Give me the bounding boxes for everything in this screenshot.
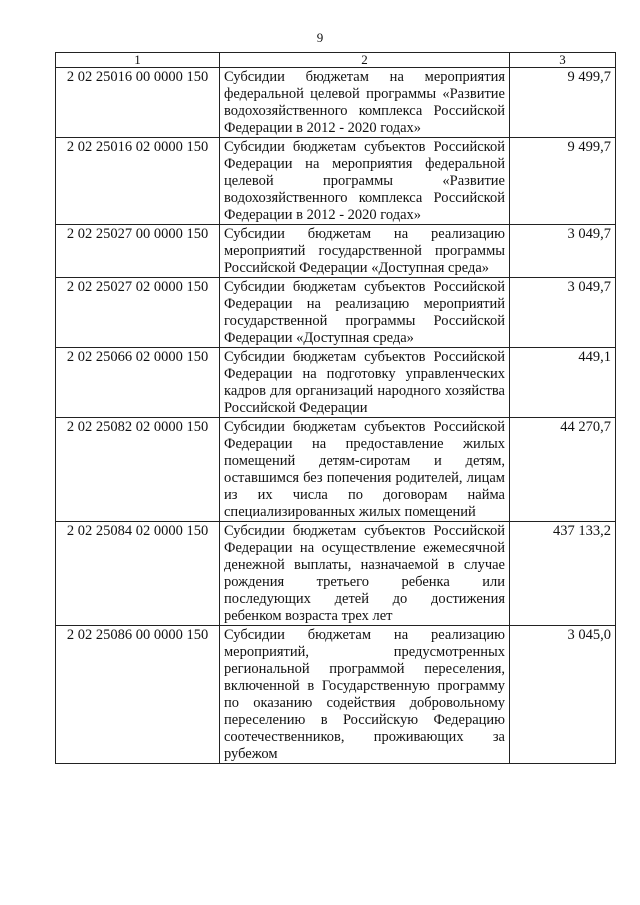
subsidy-description: Субсидии бюджетам субъектов Российской Федерации на осуществление ежемесячной денежной выплаты, назначаемой в случае рождения третьего ребенка или последующих детей до достижения ребенком возраста трех лет — [220, 522, 510, 626]
table-row — [56, 626, 616, 764]
table-row — [56, 225, 616, 278]
table-row — [56, 348, 616, 418]
table-row — [56, 522, 616, 626]
subsidy-amount: 437 133,2 — [510, 522, 616, 626]
budget-code: 2 02 25084 02 0000 150 — [56, 522, 220, 626]
subsidy-amount: 3 049,7 — [510, 225, 616, 278]
column-header-description: 2 — [220, 53, 510, 68]
column-header-amount: 3 — [510, 53, 616, 68]
subsidy-description: Субсидии бюджетам субъектов Российской Федерации на мероприятия федеральной целевой программы «Развитие водохозяйственного комплекса Российской Федерации в 2012 - 2020 годах» — [220, 138, 510, 225]
subsidy-description: Субсидии бюджетам на реализацию мероприятий государственной программы Российской Федерации «Доступная среда» — [220, 225, 510, 278]
subsidy-description: Субсидии бюджетам на мероприятия федеральной целевой программы «Развитие водохозяйственного комплекса Российской Федерации в 2012 - 2020 годах» — [220, 68, 510, 138]
subsidy-amount: 44 270,7 — [510, 418, 616, 522]
page-number: 9 — [316, 30, 324, 45]
subsidy-amount: 9 499,7 — [510, 138, 616, 225]
subsidy-description: Субсидии бюджетам субъектов Российской Федерации на подготовку управленческих кадров для организаций народного хозяйства Российской Федерации — [220, 348, 510, 418]
budget-code: 2 02 25027 02 0000 150 — [56, 278, 220, 348]
subsidy-amount: 3 045,0 — [510, 626, 616, 764]
budget-code: 2 02 25082 02 0000 150 — [56, 418, 220, 522]
budget-table — [55, 52, 616, 764]
subsidy-amount: 3 049,7 — [510, 278, 616, 348]
budget-code: 2 02 25027 00 0000 150 — [56, 225, 220, 278]
column-header-code: 1 — [56, 53, 220, 68]
budget-code: 2 02 25086 00 0000 150 — [56, 626, 220, 764]
budget-code: 2 02 25066 02 0000 150 — [56, 348, 220, 418]
subsidy-description: Субсидии бюджетам субъектов Российской Федерации на предоставление жилых помещений детям-сиротам и детям, оставшимся без попечения родителей, лицам из их числа по договорам найма специализированных жилых помещений — [220, 418, 510, 522]
table-header-row — [56, 53, 616, 68]
table-row — [56, 418, 616, 522]
table-row — [56, 68, 616, 138]
table-row — [56, 278, 616, 348]
subsidy-amount: 449,1 — [510, 348, 616, 418]
budget-code: 2 02 25016 02 0000 150 — [56, 138, 220, 225]
budget-code: 2 02 25016 00 0000 150 — [56, 68, 220, 138]
table-row — [56, 138, 616, 225]
subsidy-description: Субсидии бюджетам субъектов Российской Федерации на реализацию мероприятий государственной программы Российской Федерации «Доступная среда» — [220, 278, 510, 348]
subsidy-amount: 9 499,7 — [510, 68, 616, 138]
subsidy-description: Субсидии бюджетам на реализацию мероприятий, предусмотренных региональной программой переселения, включенной в Государственную программу по оказанию содействия добровольному переселению в Российскую Федерацию соотечественников, проживающих за рубежом — [220, 626, 510, 764]
